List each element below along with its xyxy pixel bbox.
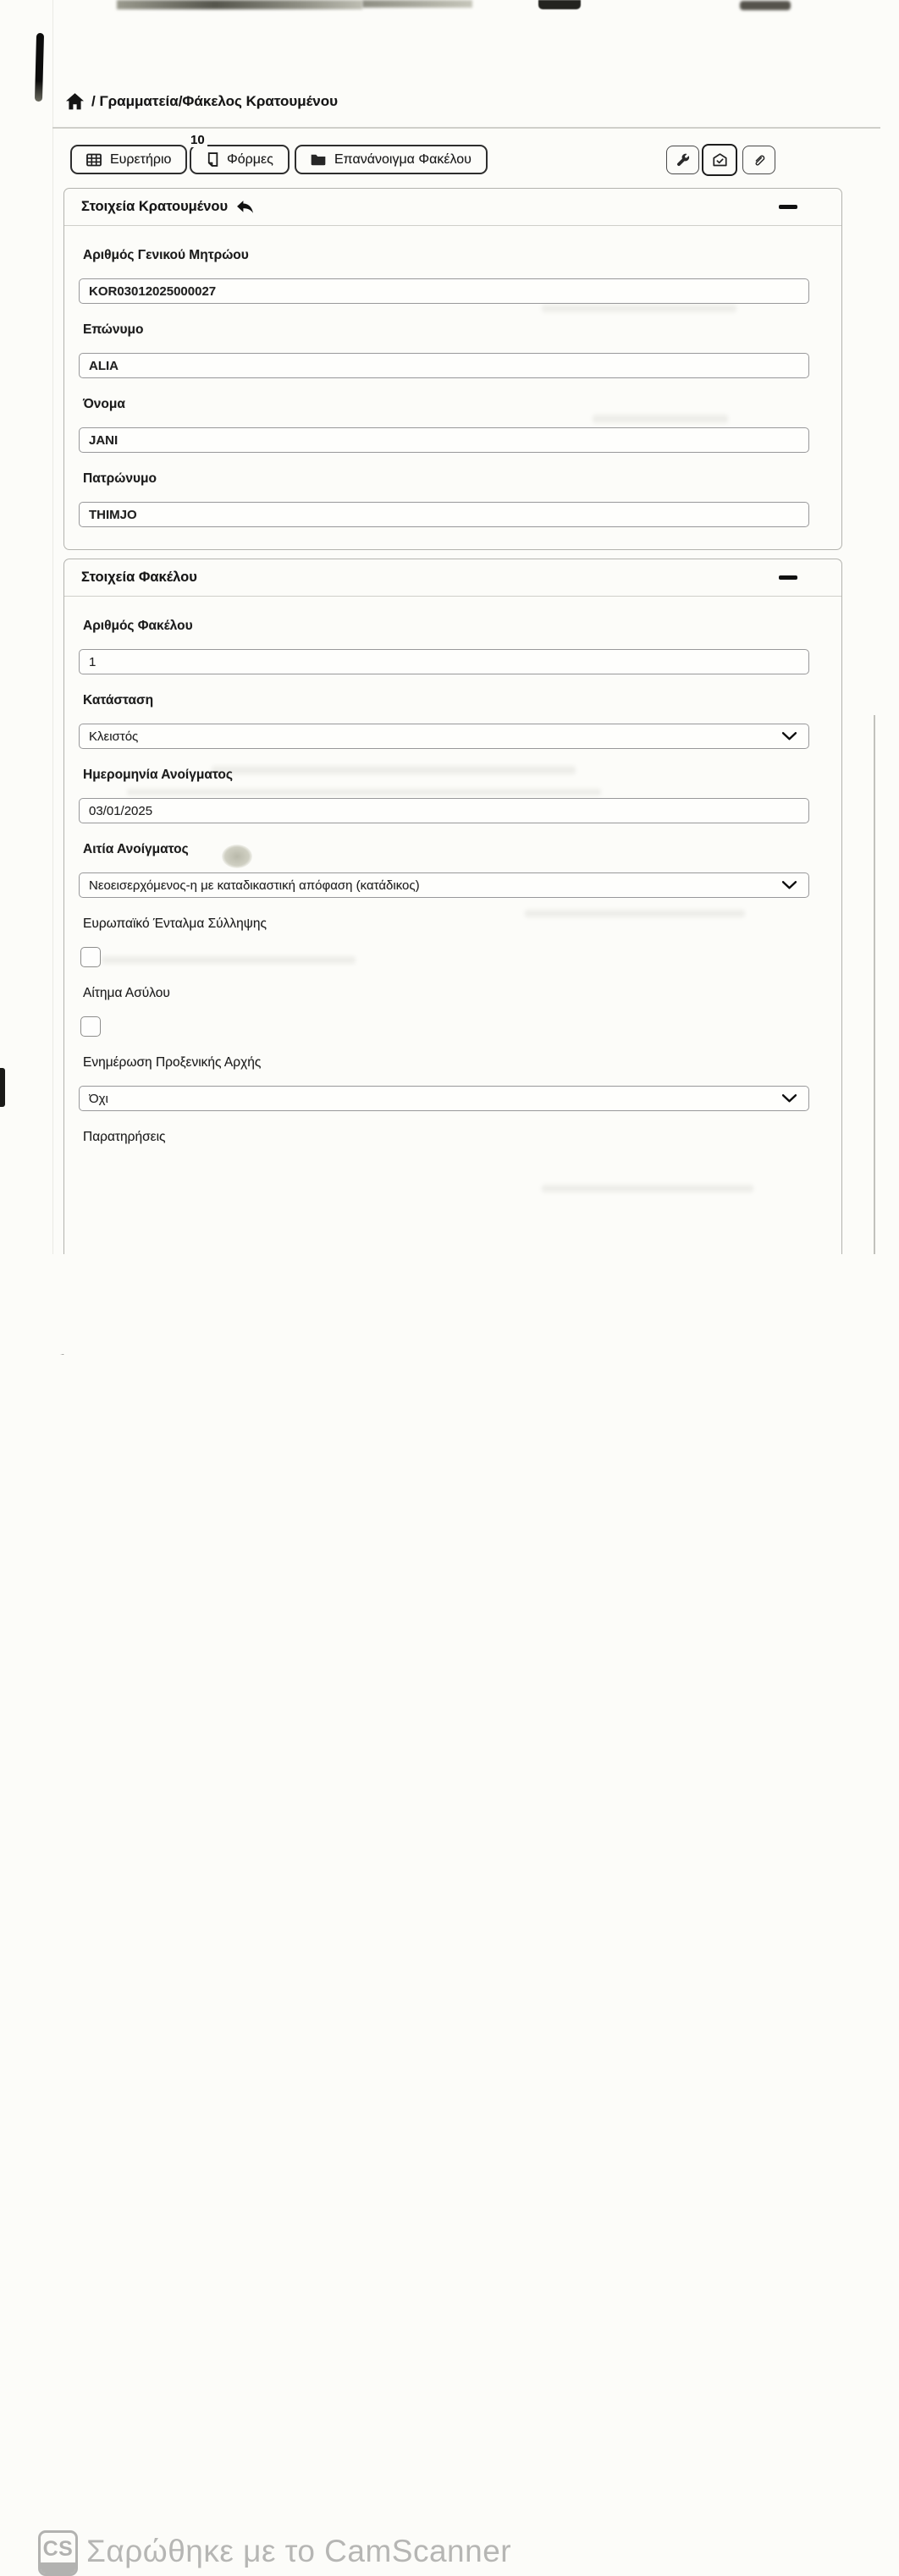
minus-icon <box>779 575 797 580</box>
remarks-label: Παρατηρήσεις <box>83 1130 166 1144</box>
surname-input[interactable] <box>79 353 809 378</box>
reopen-folder-button[interactable] <box>295 145 488 174</box>
registry-number-label: Αριθμός Γενικού Μητρώου <box>83 248 249 262</box>
scan-page-edge <box>52 0 53 1354</box>
folder-details-panel <box>63 559 842 1257</box>
collapse-section-button[interactable] <box>777 569 799 587</box>
folder-number-label: Αριθμός Φακέλου <box>83 619 193 633</box>
status-select[interactable] <box>79 724 809 749</box>
envelope-check-icon <box>713 153 727 167</box>
folder-number-input[interactable] <box>79 649 809 674</box>
first-name-label: Όνομα <box>83 397 125 411</box>
consular-notification-value: Όχι <box>89 1091 108 1106</box>
breadcrumb <box>66 93 338 110</box>
detainee-panel-header <box>64 189 841 226</box>
paperclip-icon <box>753 153 766 167</box>
wrench-icon <box>676 153 690 167</box>
index-button-label: Ευρετήριο <box>110 151 172 167</box>
asylum-request-checkbox[interactable] <box>80 1016 101 1037</box>
wrench-tool-button[interactable] <box>666 146 699 174</box>
chevron-down-icon <box>782 732 797 740</box>
scan-artifact-top-blob <box>538 0 581 9</box>
european-arrest-warrant-checkbox[interactable] <box>80 947 101 967</box>
camscanner-logo-text: CS <box>42 2536 74 2561</box>
opening-date-input[interactable] <box>79 798 809 823</box>
folder-panel-title: Στοιχεία Φακέλου <box>81 570 197 585</box>
registry-number-value: KOR03012025000027 <box>89 283 217 299</box>
home-icon[interactable] <box>66 93 84 110</box>
scan-artifact-top-smudge <box>740 1 791 10</box>
reopen-folder-button-label: Επανάνοιγμα Φακέλου <box>334 151 472 167</box>
chevron-down-icon <box>782 881 797 889</box>
european-arrest-warrant-label: Ευρωπαϊκό Ένταλμα Σύλληψης <box>83 916 267 931</box>
minus-icon <box>779 205 797 209</box>
opening-reason-select[interactable] <box>79 872 809 898</box>
surname-value: ALIA <box>89 358 119 373</box>
forms-count-badge: 10 <box>188 133 207 147</box>
scan-artifact-top-smudge <box>362 0 472 8</box>
scan-artifact-top-smudge <box>117 0 362 9</box>
folder-icon <box>311 153 326 166</box>
chevron-down-icon <box>782 1094 797 1103</box>
table-grid-icon <box>86 153 102 167</box>
forms-button-label: Φόρμες <box>227 151 273 167</box>
consular-notification-select[interactable] <box>79 1086 809 1111</box>
consular-notification-label: Ενημέρωση Προξενικής Αρχής <box>83 1055 262 1070</box>
father-name-label: Πατρώνυμο <box>83 471 157 486</box>
scan-artifact-pen-mark <box>35 33 44 102</box>
breadcrumb-path: / Γραμματεία/Φάκελος Κρατουμένου <box>91 93 339 109</box>
surname-label: Επώνυμο <box>83 322 144 337</box>
detainee-panel-title: Στοιχεία Κρατουμένου <box>81 199 229 214</box>
opening-date-value: 03/01/2025 <box>89 803 153 818</box>
father-name-value: THIMJO <box>89 507 137 522</box>
father-name-input[interactable] <box>79 502 809 527</box>
asylum-request-label: Αίτημα Ασύλου <box>83 986 170 1000</box>
undo-arrow-icon[interactable] <box>236 200 254 214</box>
form-page-icon <box>206 152 218 167</box>
first-name-value: JANI <box>89 432 119 448</box>
envelope-check-button[interactable] <box>702 144 737 176</box>
camscanner-logo-bar <box>41 2562 75 2573</box>
opening-date-label: Ημερομηνία Ανοίγματος <box>83 768 233 782</box>
attachment-button[interactable] <box>742 146 775 174</box>
forms-button[interactable] <box>190 133 290 174</box>
camscanner-watermark-strip <box>0 1254 899 2568</box>
divider <box>52 127 880 129</box>
registry-number-input[interactable] <box>79 278 809 304</box>
folder-number-value: 1 <box>89 654 97 669</box>
scan-artifact-left-tick <box>0 1068 5 1107</box>
camscanner-logo <box>38 2530 78 2576</box>
status-value: Κλειστός <box>89 729 139 744</box>
camscanner-watermark-text: Σαρώθηκε με το CamScanner <box>86 2534 512 2568</box>
opening-reason-label: Αιτία Ανοίγματος <box>83 842 189 856</box>
detainee-details-panel <box>63 188 842 550</box>
folder-panel-header <box>64 559 841 597</box>
scan-artifact-right-line <box>874 715 875 1329</box>
index-button[interactable] <box>70 145 187 174</box>
collapse-section-button[interactable] <box>777 198 799 217</box>
first-name-input[interactable] <box>79 427 809 453</box>
opening-reason-value: Νεοεισερχόμενος-η με καταδικαστική απόφαση (κατάδικος) <box>89 878 420 893</box>
status-label: Κατάσταση <box>83 693 154 707</box>
